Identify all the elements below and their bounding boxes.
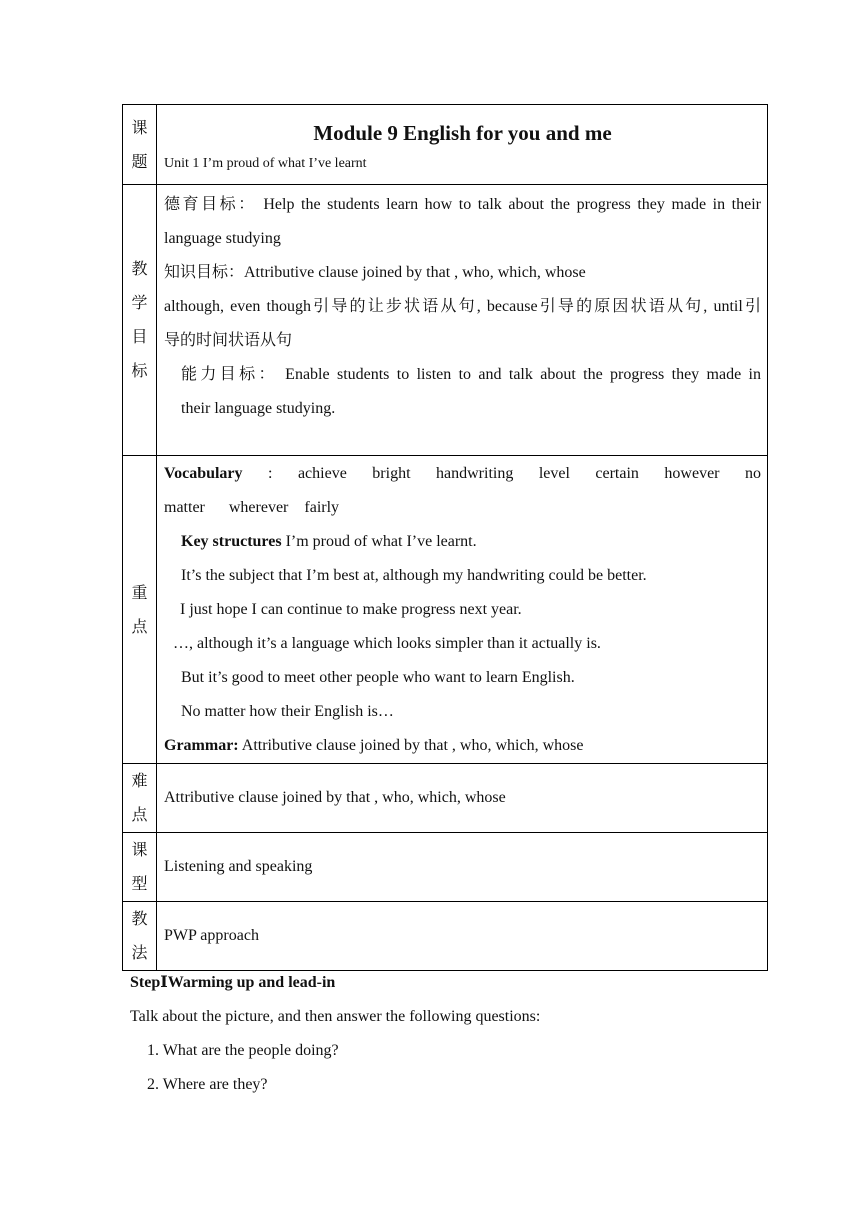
step-instruction: Talk about the picture, and then answer the following questions: [130,1008,541,1025]
ability-goal-cont: their language studying. [181,400,336,417]
objectives-label: 教 学 目 标 [123,185,157,456]
step-section [130,966,770,1102]
ability-goal: 能力目标： Enable students to listen to and talk about the progress they made in [181,366,761,383]
knowledge-goal-cont: although, even though引导的让步状语从句, because引导的原因状语从句, until引 [164,298,761,315]
vocabulary-line [164,457,761,491]
knowledge-goal: 知识目标：Attributive clause joined by that , who, which, whose [164,264,586,281]
moral-goal: 德育目标： Help the students learn how to talk about the progress they made in their [164,196,761,213]
structure-sentence: But it’s good to meet other people who want to learn English. [181,669,575,686]
lesson-type-label: 课 型 [123,833,157,902]
method-row [123,902,768,971]
vocabulary-words-cont: matter wherever fairly [164,499,340,516]
structure-sentence: No matter how their English is… [181,703,394,720]
topic-content [157,105,768,185]
lesson-type-row [123,833,768,902]
structure-sentence: …, although it’s a language which looks simpler than it actually is. [173,635,601,652]
module-title: Module 9 English for you and me [313,121,612,145]
objectives-row [123,185,768,456]
structure-sentence: It’s the subject that I’m best at, although my handwriting could be better. [181,567,647,584]
question-item: 2. Where are they? [147,1076,268,1093]
lesson-type-content [157,833,768,902]
difficulty-text: Attributive clause joined by that , who, which, whose [164,789,506,806]
moral-goal-cont: language studying [164,230,281,247]
topic-label: 课 题 [123,105,157,185]
objectives-content [157,185,768,456]
key-points-content [157,456,768,764]
unit-subtitle: Unit 1 I’m proud of what I’ve learnt [164,156,367,171]
vocabulary-words: : achieve bright handwriting level certain however no [242,465,761,482]
topic-row [123,105,768,185]
lesson-plan-table [122,104,768,971]
step-title: StepⅠWarming up and lead-in [130,974,336,991]
difficulty-label: 难 点 [123,764,157,833]
method-label: 教 法 [123,902,157,971]
lesson-type-text: Listening and speaking [164,858,313,875]
grammar-line: Grammar: Attributive clause joined by that , who, which, whose [164,737,584,754]
method-content [157,902,768,971]
difficulty-row [123,764,768,833]
key-structures-line: Key structures I’m proud of what I’ve learnt. [181,533,477,550]
knowledge-goal-end: 导的时间状语从句 [164,332,293,349]
key-structures-label: Key structures [181,533,282,550]
method-text: PWP approach [164,927,259,944]
key-points-label: 重 点 [123,456,157,764]
structure-sentence: I just hope I can continue to make progress next year. [180,601,522,618]
vocabulary-label: Vocabulary [164,465,243,482]
key-points-row [123,456,768,764]
grammar-label: Grammar: [164,737,239,754]
question-item: 1. What are the people doing? [147,1042,339,1059]
difficulty-content [157,764,768,833]
